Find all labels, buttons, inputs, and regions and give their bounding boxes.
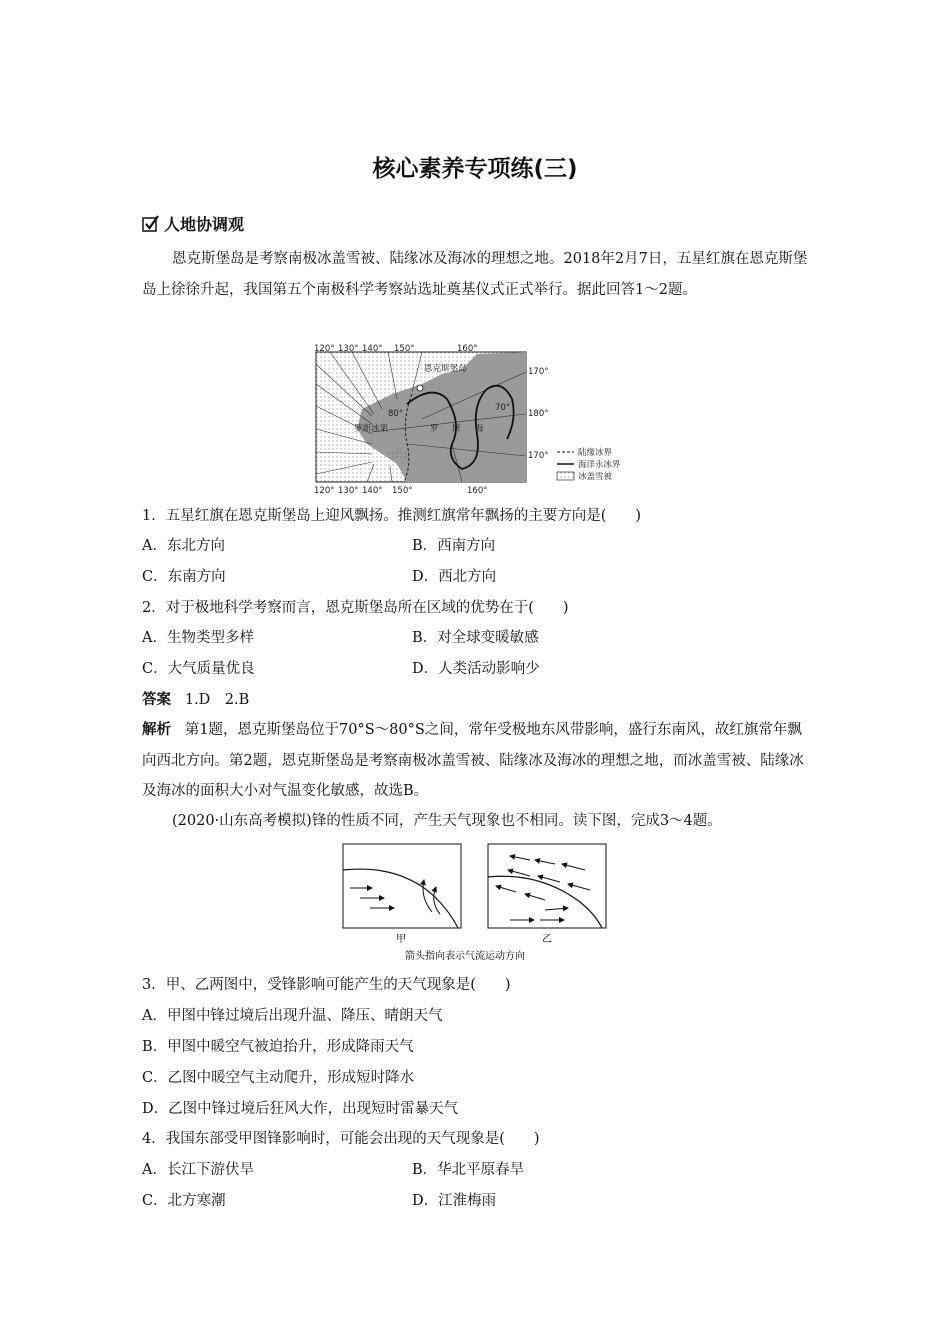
bottom-label-160: 160°: [467, 486, 488, 496]
page-title: 核心素养专项练(三): [372, 156, 578, 182]
q4-option-d[interactable]: D．江淮梅雨: [412, 1193, 497, 1209]
analysis-text: 第1题，恩克斯堡岛位于70°S～80°S之间，常年受极地东风带影响，盛行东南风，故红旗常年飘向西北方向。第2题，恩克斯堡岛是考察南极冰盖雪被、陆缘冰及海冰的理想之地，而冰盖雪被、陆缘冰及海冰的面积大小对气温变化敏感，故选B。: [142, 722, 804, 799]
label-si: 斯: [452, 424, 461, 434]
intro-paragraph-2: [142, 806, 810, 837]
q2-option-c[interactable]: C．大气质量优良: [142, 661, 255, 677]
label-70deg: 70°: [495, 403, 511, 413]
label-ross-ice-shelf: 罗斯冰架: [354, 424, 389, 434]
answer-text: 1.D 2.B: [184, 692, 250, 708]
analysis-label: 解析: [142, 722, 171, 738]
q4-option-c[interactable]: C．北方寒潮: [142, 1193, 226, 1209]
q3-option-a[interactable]: A．甲图中锋过境后出现升温、降压、晴朗天气: [142, 1008, 443, 1024]
checkbox-checked-icon: [142, 215, 160, 233]
q1-option-c[interactable]: C．东南方向: [142, 569, 226, 585]
q4-option-b[interactable]: B．华北平原春旱: [412, 1162, 525, 1178]
right-label-180: 180°: [528, 409, 549, 419]
figure-caption: 箭头指向表示气流运动方向: [405, 951, 525, 962]
top-label-160: 160°: [457, 344, 478, 354]
ross-sea-map: [312, 344, 642, 496]
q4-option-a[interactable]: A．长江下游伏旱: [142, 1162, 254, 1178]
q3-stem: 3．甲、乙两图中，受锋影响可能产生的天气现象是( ): [142, 977, 511, 993]
map-frame: [316, 352, 526, 482]
legend-permanent-sea-ice: 海洋永冰界: [578, 460, 621, 470]
intro-text-1: 恩克斯堡岛是考察南极冰盖雪被、陆缘冰及海冰的理想之地。2018年2月7日，五星红旗在恩克斯堡岛上徐徐升起，我国第五个南极科学考察站选址奠基仪式正式举行。据此回答1～2题。: [142, 251, 808, 298]
top-label-130: 130°: [338, 344, 359, 354]
q1-stem: 1．五星红旗在恩克斯堡岛上迎风飘扬。推测红旗常年飘扬的主要方向是( ): [142, 508, 642, 524]
q3-option-b[interactable]: B．甲图中暖空气被迫抬升，形成降雨天气: [142, 1039, 414, 1055]
q2-stem: 2．对于极地科学考察而言，恩克斯堡岛所在区域的优势在于( ): [142, 600, 569, 616]
intro-text-2: (2020·山东高考模拟)锋的性质不同，产生天气现象也不相同。读下图，完成3～4题。: [172, 813, 722, 829]
q4-stem: 4．我国东部受甲图锋影响时，可能会出现的天气现象是( ): [142, 1131, 540, 1147]
section-heading: [142, 212, 244, 235]
answer-line: [142, 689, 249, 711]
label-enkesibao-island: 恩克斯堡岛: [424, 364, 467, 374]
section-label: 人地协调观: [164, 215, 245, 234]
answer-label: 答案: [142, 692, 171, 708]
analysis-paragraph: [142, 715, 810, 807]
q2-option-b[interactable]: B．对全球变暖敏感: [412, 630, 539, 646]
label-80deg: 80°: [388, 409, 404, 419]
q3-option-c[interactable]: C．乙图中暖空气主动爬升，形成短时降水: [142, 1070, 415, 1086]
front-diagram: [340, 842, 610, 966]
bottom-label-130: 130°: [338, 486, 359, 496]
bottom-label-120: 120°: [314, 486, 335, 496]
q2-option-a[interactable]: A．生物类型多样: [142, 630, 254, 646]
bottom-label-150: 150°: [392, 486, 413, 496]
panel-jia: [343, 844, 461, 928]
top-label-120: 120°: [314, 344, 335, 354]
panel-yi: [488, 844, 606, 928]
q3-option-d[interactable]: D．乙图中锋过境后狂风大作，出现短时雷暴天气: [142, 1101, 459, 1117]
q1-option-b[interactable]: B．西南方向: [412, 538, 496, 554]
legend-ice-sheet: 冰盖雪被: [578, 472, 613, 482]
q1-option-d[interactable]: D．西北方向: [412, 569, 497, 585]
top-label-150: 150°: [394, 344, 415, 354]
right-label-170a: 170°: [528, 367, 549, 377]
label-jia: 甲: [396, 934, 406, 945]
label-hai: 海: [475, 424, 484, 434]
label-yi: 乙: [542, 934, 552, 945]
top-label-140: 140°: [362, 344, 383, 354]
label-luo: 罗: [430, 424, 439, 434]
bottom-label-140: 140°: [362, 486, 383, 496]
right-label-170b: 170°: [528, 451, 549, 461]
legend-coastal-ice: 陆缘冰界: [578, 448, 613, 458]
q2-option-d[interactable]: D．人类活动影响少: [412, 661, 540, 677]
q1-option-a[interactable]: A．东北方向: [142, 538, 225, 554]
intro-paragraph-1: [142, 244, 810, 305]
